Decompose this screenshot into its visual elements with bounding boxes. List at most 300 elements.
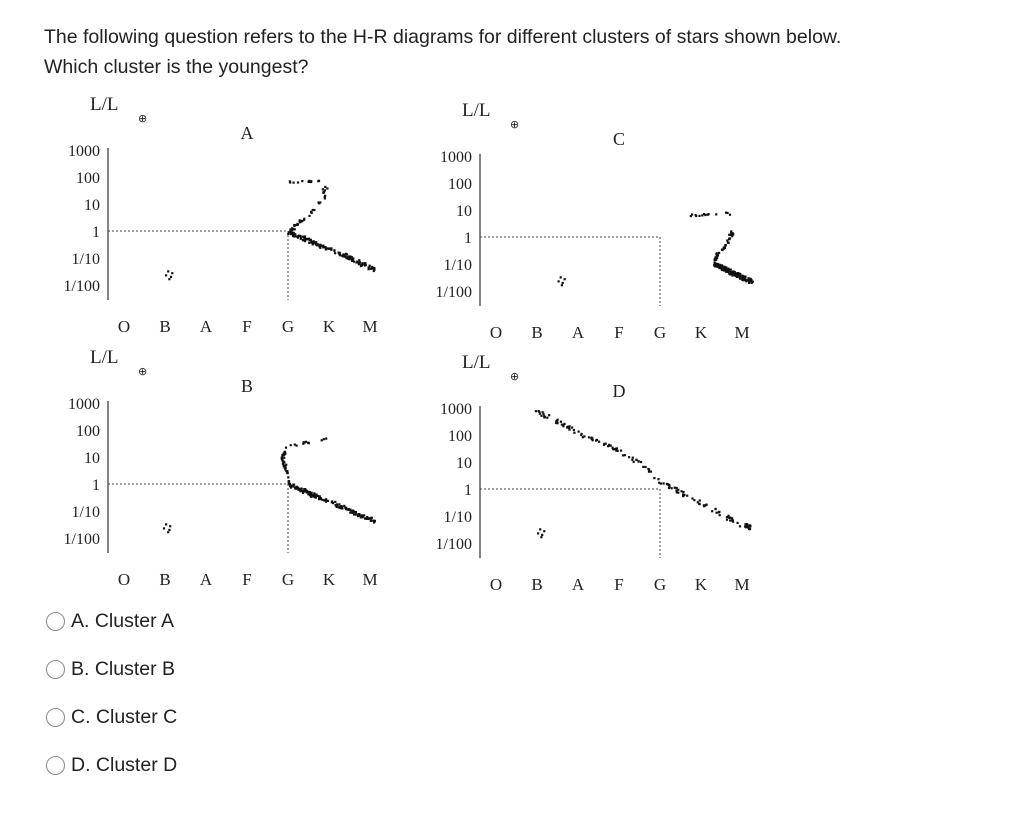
main-sequence-star — [307, 493, 309, 495]
hr-diagram-svg — [412, 98, 772, 348]
x-tick-label: O — [489, 575, 503, 594]
white-dwarf-star — [169, 525, 171, 527]
y-tick-label: 100 — [76, 423, 100, 440]
y-tick-label: 1/100 — [435, 284, 472, 301]
giant-star — [293, 182, 295, 184]
cluster-title: B — [240, 376, 254, 396]
y-tick-label: 1 — [92, 224, 100, 241]
main-sequence-star — [677, 492, 679, 494]
x-tick-label: G — [653, 575, 667, 594]
y-tick-label: 1000 — [440, 401, 472, 418]
giant-branch-star — [283, 454, 285, 456]
main-sequence-star — [373, 270, 375, 272]
main-sequence-star — [327, 247, 329, 249]
white-dwarf-star — [543, 530, 545, 532]
main-sequence-star — [341, 507, 343, 509]
y-tick-label: 1 — [464, 482, 472, 499]
main-sequence-star — [682, 495, 684, 497]
white-dwarf-star — [168, 529, 170, 531]
radio-button[interactable] — [46, 708, 65, 727]
main-sequence-star — [719, 514, 721, 516]
main-sequence-star — [543, 416, 545, 418]
main-sequence-star — [334, 501, 336, 503]
cluster-title: D — [612, 381, 626, 401]
x-tick-label: F — [614, 323, 624, 342]
main-sequence-star — [370, 520, 372, 522]
x-tick-label: M — [734, 575, 750, 594]
x-tick-label: A — [199, 570, 213, 589]
main-sequence-star — [327, 500, 329, 502]
white-dwarf-star — [558, 280, 560, 282]
white-dwarf-star — [561, 284, 563, 286]
main-sequence-star — [642, 466, 644, 468]
giant-branch-star — [282, 461, 284, 463]
white-dwarf-star — [564, 278, 566, 280]
main-sequence-star — [343, 254, 345, 256]
y-tick-label: 1/100 — [63, 278, 100, 295]
main-sequence-star — [729, 517, 731, 519]
white-dwarf-star — [539, 528, 541, 530]
main-sequence-star — [714, 508, 716, 510]
main-sequence-star — [744, 526, 746, 528]
main-sequence-star — [645, 466, 647, 468]
x-tick-label: K — [694, 575, 708, 594]
giant-star — [695, 215, 697, 217]
main-sequence-star — [724, 267, 726, 269]
giant-branch-star — [289, 228, 291, 230]
main-sequence-star — [612, 447, 614, 449]
main-sequence-star — [749, 528, 751, 530]
main-sequence-star — [310, 241, 312, 243]
giant-branch-star — [312, 209, 314, 211]
option-b-label: B. Cluster B — [71, 658, 176, 680]
main-sequence-star — [353, 511, 355, 513]
main-sequence-star — [373, 268, 375, 270]
main-sequence-star — [748, 282, 750, 284]
main-sequence-star — [705, 504, 707, 506]
y-tick-label: 1 — [92, 477, 100, 494]
giant-branch-star — [324, 196, 326, 198]
main-sequence-star — [581, 433, 583, 435]
giant-star — [698, 215, 700, 217]
white-dwarf-star — [541, 534, 543, 536]
main-sequence-star — [596, 439, 598, 441]
main-sequence-star — [349, 256, 351, 258]
main-sequence-star — [745, 280, 747, 282]
x-tick-label: M — [734, 323, 750, 342]
main-sequence-star — [749, 280, 751, 282]
main-sequence-star — [723, 269, 725, 271]
y-tick-label: 10 — [84, 197, 100, 214]
radio-button[interactable] — [46, 660, 65, 679]
main-sequence-star — [312, 243, 314, 245]
main-sequence-star — [573, 429, 575, 431]
giant-star — [308, 180, 310, 182]
main-sequence-star — [308, 242, 310, 244]
giant-star — [285, 447, 287, 449]
main-sequence-star — [304, 240, 306, 242]
main-sequence-star — [591, 437, 593, 439]
main-sequence-star — [325, 501, 327, 503]
main-sequence-star — [306, 238, 308, 240]
main-sequence-star — [676, 487, 678, 489]
main-sequence-star — [345, 507, 347, 509]
y-tick-label: 1/10 — [71, 504, 100, 521]
x-tick-label: B — [531, 323, 543, 342]
giant-branch-star — [728, 242, 730, 244]
main-sequence-star — [301, 488, 303, 490]
giant-branch-star — [319, 201, 321, 203]
main-sequence-star — [346, 253, 348, 255]
main-sequence-star — [300, 238, 302, 240]
main-sequence-star — [729, 273, 731, 275]
giant-star — [323, 438, 325, 440]
white-dwarf-star — [167, 270, 169, 272]
y-tick-label: 1/10 — [443, 509, 472, 526]
main-sequence-star — [304, 490, 306, 492]
x-tick-label: O — [117, 570, 131, 589]
question-line-2: Which cluster is the youngest? — [44, 56, 309, 78]
hr-diagram-cluster-a — [40, 92, 400, 336]
sun-symbol-icon: ⊕ — [138, 112, 148, 125]
x-tick-label: B — [159, 570, 171, 589]
hr-diagram-cluster-d — [412, 350, 772, 594]
giant-branch-star — [718, 252, 720, 254]
giant-star — [307, 442, 309, 444]
y-tick-label: 10 — [456, 203, 472, 220]
giant-star — [297, 181, 299, 183]
y-tick-label: 1/10 — [71, 251, 100, 268]
main-sequence-star — [355, 514, 357, 516]
white-dwarf-star — [540, 536, 542, 538]
question-text — [44, 22, 1004, 82]
x-tick-label: A — [571, 323, 585, 342]
main-sequence-star — [535, 410, 537, 412]
giant-star — [303, 441, 305, 443]
white-dwarf-star — [537, 532, 539, 534]
main-sequence-star — [538, 410, 540, 412]
giant-branch-star — [282, 463, 284, 465]
giant-star — [301, 180, 303, 182]
giant-branch-star — [293, 224, 295, 226]
main-sequence-star — [682, 491, 684, 493]
main-sequence-star — [726, 519, 728, 521]
main-sequence-star — [325, 248, 327, 250]
giant-branch-star — [283, 457, 285, 459]
main-sequence-star — [303, 236, 305, 238]
main-sequence-star — [680, 490, 682, 492]
radio-button[interactable] — [46, 612, 65, 631]
giant-star — [725, 212, 727, 214]
giant-star — [289, 180, 291, 182]
main-sequence-star — [313, 240, 315, 242]
main-sequence-star — [301, 490, 303, 492]
main-sequence-star — [336, 505, 338, 507]
main-sequence-star — [598, 441, 600, 443]
main-sequence-star — [345, 257, 347, 259]
main-sequence-star — [368, 267, 370, 269]
giant-branch-star — [303, 218, 305, 220]
x-tick-label: O — [489, 323, 503, 342]
main-sequence-star — [358, 259, 360, 261]
x-tick-label: M — [362, 570, 378, 589]
main-sequence-star — [334, 252, 336, 254]
main-sequence-star — [338, 253, 340, 255]
option-a[interactable] — [46, 610, 174, 633]
main-sequence-star — [333, 250, 335, 252]
main-sequence-star — [365, 518, 367, 520]
y-tick-label: 1000 — [68, 396, 100, 413]
main-sequence-star — [718, 511, 720, 513]
y-tick-label: 10 — [84, 450, 100, 467]
main-sequence-star — [341, 255, 343, 257]
main-sequence-star — [369, 265, 371, 267]
cluster-title: C — [612, 129, 626, 149]
x-tick-label: B — [531, 575, 543, 594]
main-sequence-star — [631, 459, 633, 461]
x-tick-label: A — [199, 317, 213, 336]
giant-branch-star — [724, 247, 726, 249]
main-sequence-star — [732, 273, 734, 275]
main-sequence-star — [560, 421, 562, 423]
giant-star — [290, 444, 292, 446]
main-sequence-star — [693, 499, 695, 501]
main-sequence-star — [310, 494, 312, 496]
main-sequence-star — [721, 264, 723, 266]
y-tick-label: 100 — [448, 428, 472, 445]
main-sequence-star — [308, 491, 310, 493]
main-sequence-star — [657, 478, 659, 480]
main-sequence-star — [752, 281, 754, 283]
main-sequence-star — [298, 488, 300, 490]
main-sequence-star — [691, 497, 693, 499]
giant-branch-star — [721, 249, 723, 251]
main-sequence-star — [361, 264, 363, 266]
giant-branch-star — [283, 465, 285, 467]
main-sequence-star — [318, 496, 320, 498]
option-a-label: A. Cluster A — [71, 610, 174, 632]
main-sequence-star — [315, 241, 317, 243]
main-sequence-star — [671, 487, 673, 489]
main-sequence-star — [610, 445, 612, 447]
giant-branch-star — [322, 192, 324, 194]
main-sequence-star — [542, 413, 544, 415]
giant-branch-star — [725, 244, 727, 246]
main-sequence-star — [571, 427, 573, 429]
giant-star — [318, 180, 320, 182]
main-sequence-star — [653, 477, 655, 479]
main-sequence-star — [294, 233, 296, 235]
giant-branch-star — [289, 230, 291, 232]
sun-symbol-icon: ⊕ — [138, 365, 148, 378]
main-sequence-star — [556, 420, 558, 422]
main-sequence-star — [622, 454, 624, 456]
main-sequence-star — [578, 431, 580, 433]
main-sequence-star — [739, 273, 741, 275]
hr-diagram-svg — [412, 350, 772, 600]
giant-branch-star — [311, 212, 313, 214]
main-sequence-star — [624, 454, 626, 456]
y-tick-label: 1/10 — [443, 257, 472, 274]
giant-branch-star — [716, 257, 718, 259]
main-sequence-star — [567, 426, 569, 428]
main-sequence-star — [660, 483, 662, 485]
white-dwarf-star — [170, 276, 172, 278]
main-sequence-star — [313, 495, 315, 497]
option-c[interactable] — [46, 706, 177, 729]
main-sequence-star — [315, 243, 317, 245]
main-sequence-star — [548, 414, 550, 416]
y-tick-label: 1000 — [68, 143, 100, 160]
y-axis-label: L/L — [90, 94, 119, 115]
sun-symbol-icon: ⊕ — [510, 118, 520, 131]
main-sequence-star — [735, 275, 737, 277]
main-sequence-star — [348, 508, 350, 510]
main-sequence-star — [743, 277, 745, 279]
main-sequence-star — [615, 448, 617, 450]
x-tick-label: M — [362, 317, 378, 336]
main-sequence-star — [718, 264, 720, 266]
main-sequence-star — [636, 459, 638, 461]
x-tick-label: K — [322, 317, 336, 336]
giant-branch-star — [326, 187, 328, 189]
hr-diagram-svg — [40, 92, 400, 342]
main-sequence-star — [716, 512, 718, 514]
main-sequence-star — [573, 432, 575, 434]
y-axis-label: L/L — [90, 347, 119, 368]
x-tick-label: G — [653, 323, 667, 342]
main-sequence-star — [582, 436, 584, 438]
main-sequence-star — [632, 457, 634, 459]
white-dwarf-star — [560, 276, 562, 278]
main-sequence-star — [588, 436, 590, 438]
giant-branch-star — [728, 234, 730, 236]
main-sequence-star — [732, 270, 734, 272]
main-sequence-star — [322, 245, 324, 247]
main-sequence-star — [650, 471, 652, 473]
main-sequence-star — [310, 496, 312, 498]
x-tick-label: F — [614, 575, 624, 594]
giant-branch-star — [292, 228, 294, 230]
option-c-label: C. Cluster C — [71, 706, 178, 728]
main-sequence-star — [715, 264, 717, 266]
main-sequence-star — [358, 513, 360, 515]
main-sequence-star — [292, 232, 294, 234]
option-d-label: D. Cluster D — [71, 754, 178, 776]
giant-branch-star — [281, 456, 283, 458]
main-sequence-star — [739, 525, 741, 527]
sun-symbol-icon: ⊕ — [510, 370, 520, 383]
giant-branch-star — [287, 476, 289, 478]
y-tick-label: 1 — [464, 230, 472, 247]
giant-branch-star — [289, 484, 291, 486]
main-sequence-star — [674, 487, 676, 489]
white-dwarf-star — [562, 282, 564, 284]
main-sequence-star — [648, 469, 650, 471]
main-sequence-star — [555, 422, 557, 424]
giant-star — [707, 214, 709, 216]
x-tick-label: A — [571, 575, 585, 594]
white-dwarf-star — [163, 527, 165, 529]
main-sequence-star — [605, 443, 607, 445]
question-line-1: The following question refers to the H-R diagrams for different clusters of stars shown below. — [44, 26, 842, 48]
main-sequence-star — [699, 503, 701, 505]
y-tick-label: 1/100 — [435, 536, 472, 553]
giant-branch-star — [324, 189, 326, 191]
giant-branch-star — [295, 224, 297, 226]
main-sequence-star — [668, 487, 670, 489]
main-sequence-star — [319, 245, 321, 247]
x-tick-label: G — [281, 570, 295, 589]
main-sequence-star — [320, 498, 322, 500]
giant-star — [325, 438, 327, 440]
main-sequence-star — [732, 519, 734, 521]
x-tick-label: K — [694, 323, 708, 342]
giant-branch-star — [299, 221, 301, 223]
main-sequence-star — [728, 270, 730, 272]
main-sequence-star — [338, 503, 340, 505]
main-sequence-star — [628, 456, 630, 458]
main-sequence-star — [292, 234, 294, 236]
main-sequence-star — [736, 272, 738, 274]
main-sequence-star — [306, 490, 308, 492]
white-dwarf-star — [168, 278, 170, 280]
y-tick-label: 1000 — [440, 149, 472, 166]
main-sequence-star — [352, 259, 354, 261]
main-sequence-star — [648, 471, 650, 473]
giant-branch-star — [285, 470, 287, 472]
main-sequence-star — [355, 511, 357, 513]
giant-star — [715, 213, 717, 215]
y-tick-label: 10 — [456, 455, 472, 472]
main-sequence-star — [686, 495, 688, 497]
white-dwarf-star — [165, 523, 167, 525]
main-sequence-star — [738, 276, 740, 278]
main-sequence-star — [640, 461, 642, 463]
main-sequence-star — [620, 450, 622, 452]
main-sequence-star — [729, 519, 731, 521]
main-sequence-star — [331, 500, 333, 502]
main-sequence-star — [561, 424, 563, 426]
giant-star — [691, 213, 693, 215]
giant-star — [729, 214, 731, 216]
main-sequence-star — [373, 520, 375, 522]
giant-branch-star — [726, 239, 728, 241]
giant-branch-star — [322, 188, 324, 190]
giant-star — [703, 213, 705, 215]
cluster-title: A — [240, 123, 254, 143]
giant-star — [321, 439, 323, 441]
white-dwarf-star — [165, 274, 167, 276]
giant-branch-star — [730, 232, 732, 234]
y-tick-label: 1/100 — [63, 531, 100, 548]
giant-star — [294, 444, 296, 446]
main-sequence-star — [607, 445, 609, 447]
main-sequence-star — [540, 415, 542, 417]
main-sequence-star — [699, 499, 701, 501]
option-b[interactable] — [46, 658, 175, 681]
giant-branch-star — [287, 472, 289, 474]
main-sequence-star — [371, 517, 373, 519]
giant-branch-star — [288, 480, 290, 482]
option-d[interactable] — [46, 754, 177, 777]
main-sequence-star — [569, 429, 571, 431]
x-tick-label: K — [322, 570, 336, 589]
main-sequence-star — [296, 486, 298, 488]
main-sequence-star — [293, 484, 295, 486]
radio-button[interactable] — [46, 756, 65, 775]
main-sequence-star — [362, 515, 364, 517]
